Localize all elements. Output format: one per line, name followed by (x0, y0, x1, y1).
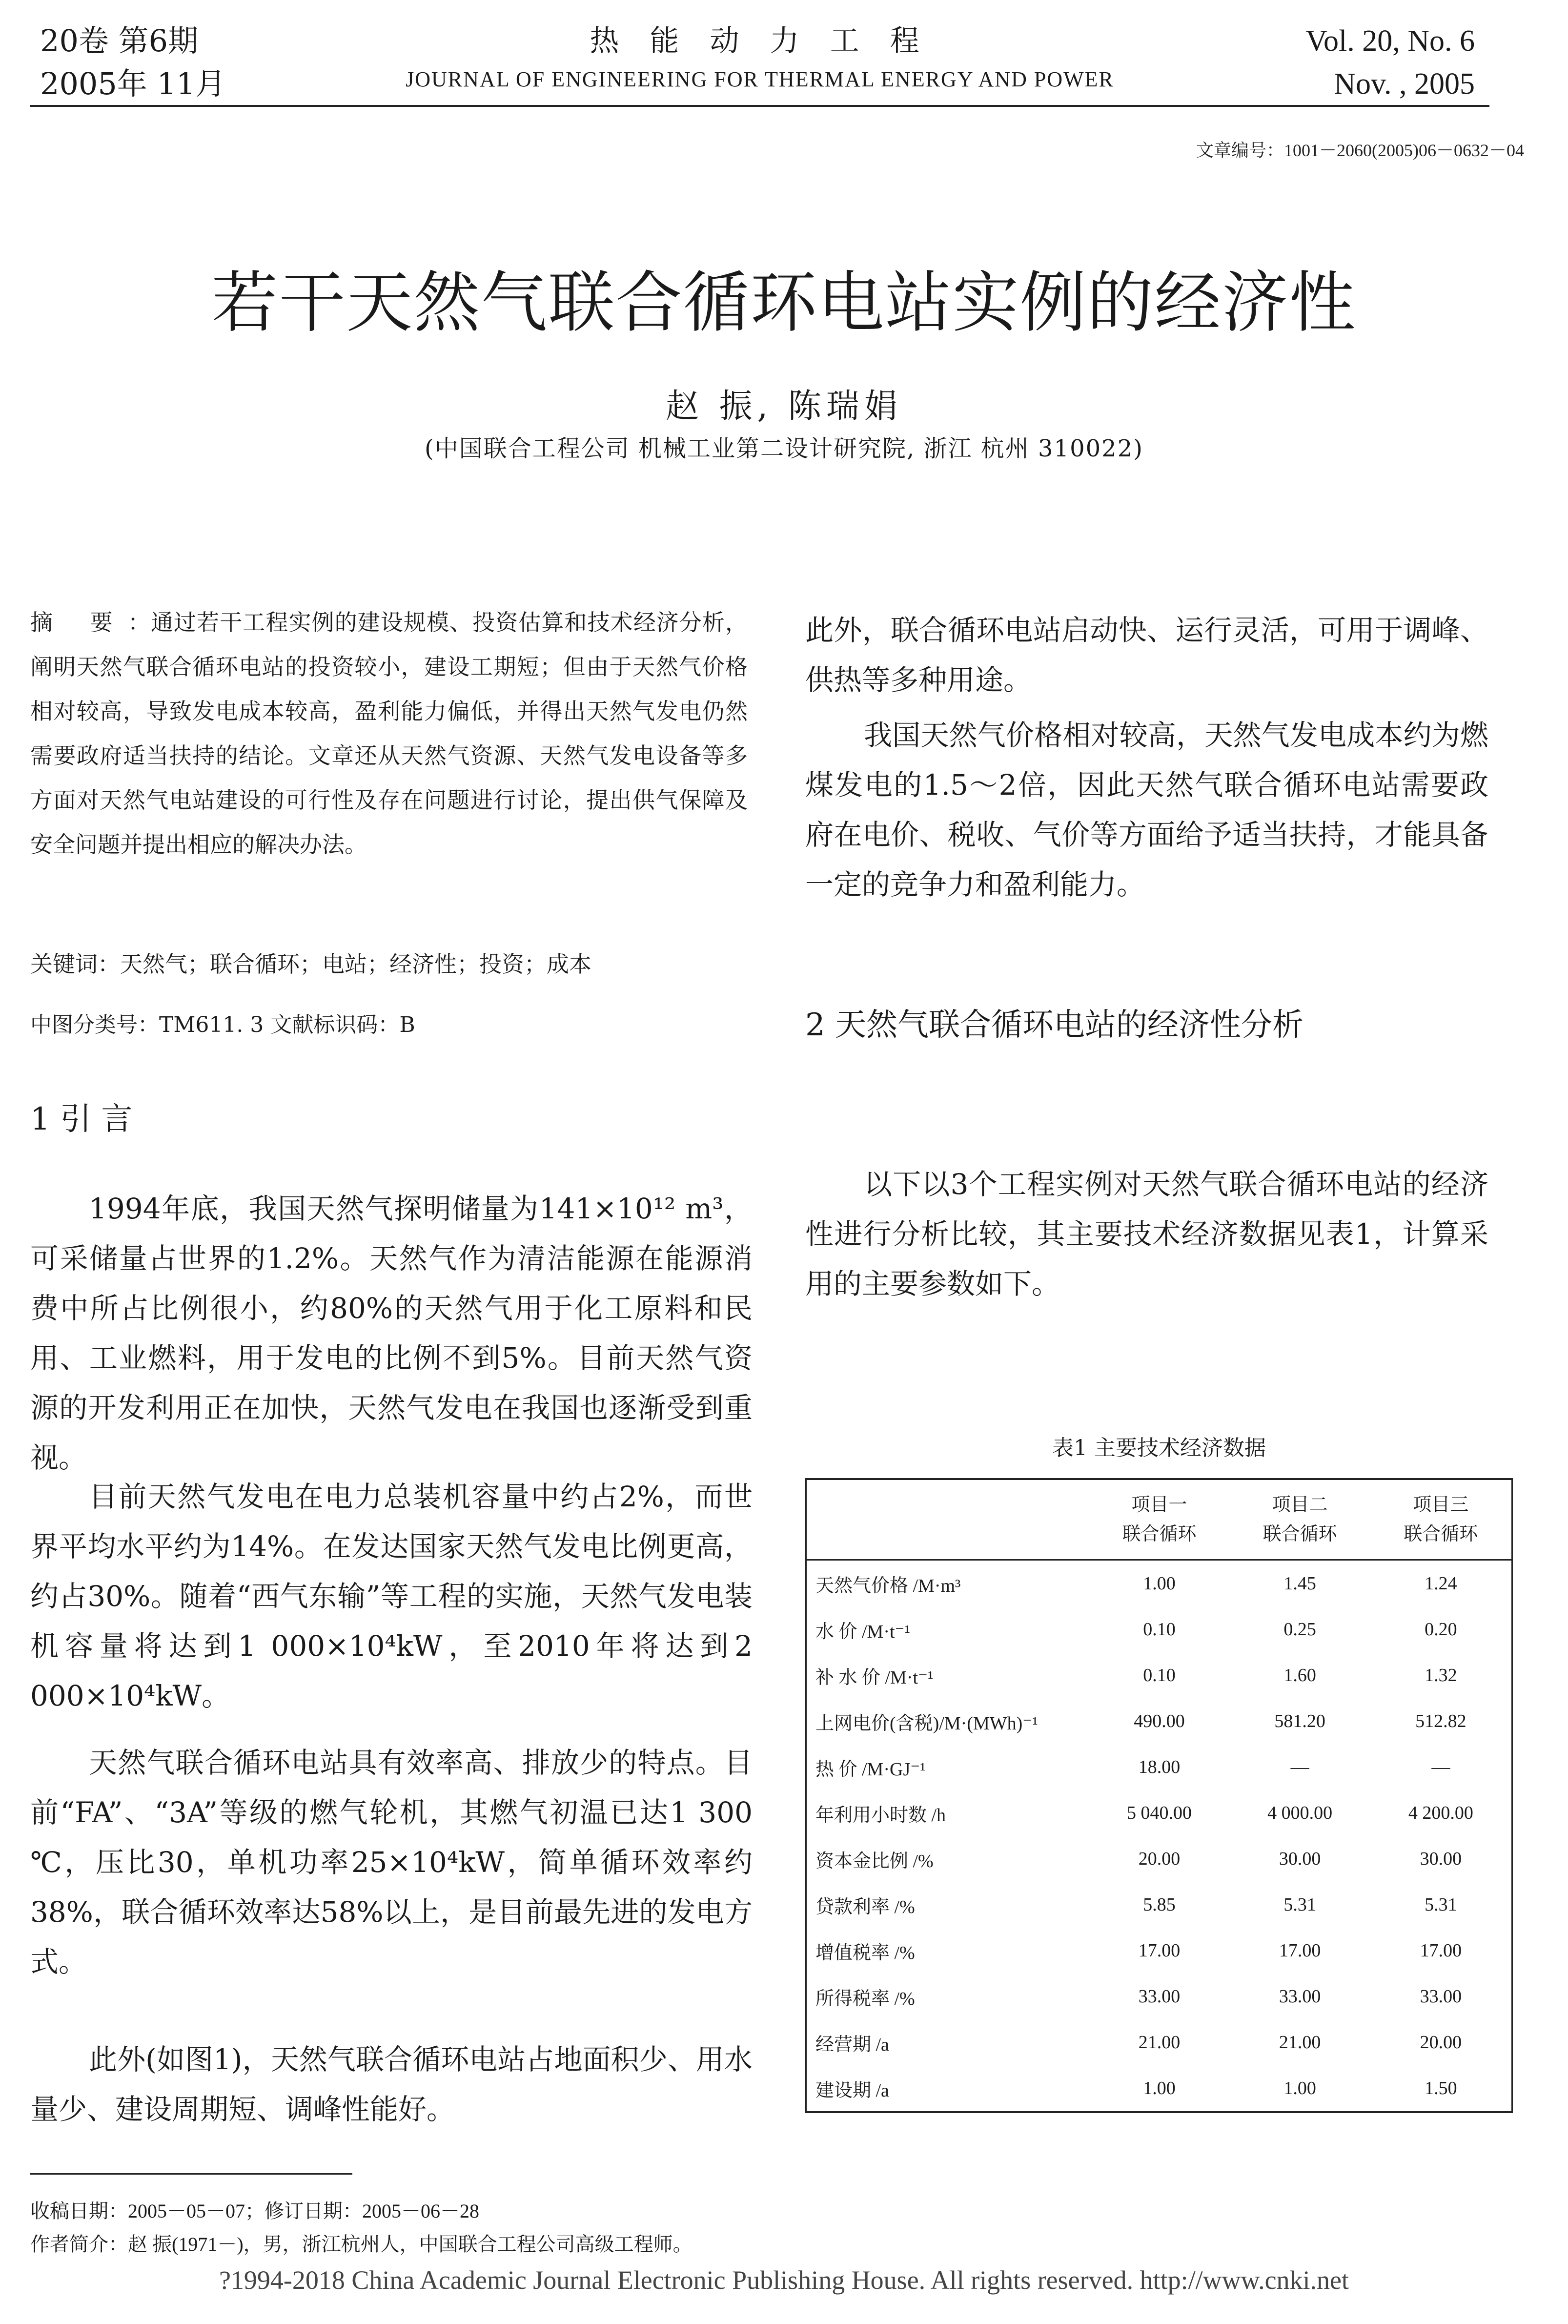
body-paragraph: 天然气联合循环电站具有效率高、排放少的特点。目前“FA”、“3A”等级的燃气轮机，其燃气初温已达1 300 ℃，压比30，单机功率25×10⁴kW，简单循环效率约38%，联合循环效率达58%以上，是目前最先进的发电方式。 (30, 1746, 753, 1978)
volume-issue-line: 20卷 第6期 (40, 23, 199, 59)
table-row (806, 1836, 1512, 1882)
body-paragraph: 此外(如图1)，天然气联合循环电站占地面积少、用水量少、建设周期短、调峰性能好。 (30, 2043, 753, 2126)
classification-code: 中图分类号：TM611. 3 文献标识码：B (30, 1012, 415, 1037)
table-cell: 1.00 (1283, 2078, 1316, 2098)
table-cell: — (1431, 1757, 1450, 1777)
table-cell: 18.00 (1138, 1757, 1181, 1777)
table-cell: 5 040.00 (1127, 1803, 1192, 1823)
table-body (806, 1560, 1512, 2113)
body-paragraph: 以下以3个工程实例对天然气联合循环电站的经济性进行分析比较，其主要技术经济数据见表1，计算采用的主要参数如下。 (805, 1168, 1488, 1300)
footnote-rule (30, 2173, 352, 2175)
table-row-label: 所得税率 /% (815, 1988, 915, 2009)
table-row-label: 补 水 价 /M·t⁻¹ (815, 1667, 934, 1688)
table-cell: 5.85 (1143, 1894, 1176, 1915)
table-row (806, 1698, 1512, 1744)
table-row-label: 贷款利率 /% (815, 1896, 915, 1917)
body-paragraph: 此外，联合循环电站启动快、运行灵活，可用于调峰、供热等多种用途。 (805, 614, 1488, 697)
table-cell: 0.10 (1143, 1665, 1176, 1686)
table-header-cell: 项目二 联合循环 (1230, 1479, 1370, 1560)
table-cell: 17.00 (1420, 1940, 1462, 1961)
table-row-label: 增值税率 /% (815, 1942, 915, 1963)
table-row (806, 2019, 1512, 2065)
table-cell: 0.25 (1283, 1619, 1316, 1640)
table-cell: 1.45 (1283, 1573, 1316, 1594)
body-paragraph: 目前天然气发电在电力总装机容量中约占2%，而世界平均水平约为14%。在发达国家天然气发电比例更高，约占30%。随着“西气东输”等工程的实施，天然气发电装机容量将达到1 000×10⁴kW，至2010年将达到2 000×10⁴kW。 (30, 1480, 753, 1712)
table-header-cell: 项目一 联合循环 (1089, 1479, 1230, 1560)
table-cell: 17.00 (1138, 1940, 1181, 1961)
volume-issue-en (1305, 20, 1475, 105)
table-cell: 4 200.00 (1408, 1803, 1473, 1823)
footnote-author-bio: 作者简介：赵 振(1971－)，男，浙江杭州人，中国联合工程公司高级工程师。 (30, 2233, 692, 2255)
table-cell: 490.00 (1134, 1711, 1185, 1731)
table-row (806, 1974, 1512, 2019)
affiliation: (中国联合工程公司 机械工业第二设计研究院, 浙江 杭州 310022) (425, 435, 1143, 462)
footnote-received-date: 收稿日期：2005－05－07；修订日期：2005－06－28 (30, 2200, 479, 2222)
abstract: 摘 要：通过若干工程实例的建设规模、投资估算和技术经济分析，阐明天然气联合循环电站的投资较小，建设工期短；但由于天然气价格相对较高，导致发电成本较高，盈利能力偏低，并得出天然气发电仍然需要政府适当扶持的结论。文章还从天然气资源、天然气发电设备等多方面对天然气电站建设的可行性及存在问题进行讨论，提出供气保障及安全问题并提出相应的解决办法。 (30, 609, 748, 858)
table-row-label: 水 价 /M·t⁻¹ (815, 1621, 911, 1642)
table-header-cell (806, 1479, 1089, 1560)
table-caption: 表1 主要技术经济数据 (1052, 1436, 1266, 1460)
table-cell: 581.20 (1274, 1711, 1325, 1731)
table-cell: — (1290, 1757, 1309, 1777)
table-cell: 20.00 (1420, 2032, 1462, 2053)
table-cell: 512.82 (1415, 1711, 1466, 1731)
journal-name-cn: 热 能 动 力 工 程 (590, 24, 930, 58)
table-cell: 30.00 (1279, 1849, 1321, 1869)
abstract-text: 通过若干工程实例的建设规模、投资估算和技术经济分析，阐明天然气联合循环电站的投资较小，建设工期短；但由于天然气价格相对较高，导致发电成本较高，盈利能力偏低，并得出天然气发电仍然需要政府适当扶持的结论。文章还从天然气资源、天然气发电设备等多方面对天然气电站建设的可行性及存在问题进行讨论，提出供气保障及安全问题并提出相应的解决办法。 (30, 609, 748, 858)
table-cell: 1.00 (1143, 2078, 1176, 2098)
keywords: 关键词：天然气；联合循环；电站；经济性；投资；成本 (30, 951, 591, 977)
table-cell: 33.00 (1279, 1986, 1321, 2007)
body-paragraph: 1994年底，我国天然气探明储量为141×10¹² m³，可采储量占世界的1.2%。天然气作为清洁能源在能源消费中所占比例很小，约80%的天然气用于化工原料和民用、工业燃料，用于发电的比例不到5%。目前天然气资源的开发利用正在加快，天然气发电在我国也逐渐受到重视。 (30, 1192, 753, 1474)
table-row-label: 经营期 /a (815, 2034, 889, 2055)
table-cell: 30.00 (1420, 1849, 1462, 1869)
table-cell: 1.60 (1283, 1665, 1316, 1686)
table-row-label: 建设期 /a (815, 2080, 889, 2101)
table-row (806, 1790, 1512, 1836)
table-header-row (806, 1479, 1512, 1560)
table-row (806, 2065, 1512, 2112)
table-cell: 20.00 (1138, 1849, 1181, 1869)
table-cell: 1.32 (1425, 1665, 1457, 1686)
table-row-label: 资本金比例 /% (815, 1851, 934, 1872)
table-cell: 4 000.00 (1267, 1803, 1333, 1823)
table-cell: 17.00 (1279, 1940, 1321, 1961)
economic-data-table (805, 1478, 1513, 2113)
table-row (806, 1606, 1512, 1652)
table-cell: 5.31 (1425, 1894, 1457, 1915)
table-cell: 5.31 (1283, 1894, 1316, 1915)
section-heading-1: 1 引 言 (30, 1101, 133, 1137)
section-heading-2: 2 天然气联合循环电站的经济性分析 (805, 1007, 1304, 1043)
running-header (30, 20, 1489, 107)
table-row (806, 1560, 1512, 1607)
table-header-cell: 项目三 联合循环 (1370, 1479, 1512, 1560)
table-cell: 1.24 (1425, 1573, 1457, 1594)
table-cell: 21.00 (1138, 2032, 1181, 2053)
copyright-line: ?1994-2018 China Academic Journal Electronic Publishing House. All rights reserved. http://www.cnki.net (219, 2265, 1349, 2295)
table-row-label: 热 价 /M·GJ⁻¹ (815, 1759, 926, 1780)
issue-date: Nov. , 2005 (1334, 67, 1475, 101)
table-cell: 33.00 (1420, 1986, 1462, 2007)
volume-number: Vol. 20, No. 6 (1305, 24, 1475, 58)
table-cell: 33.00 (1138, 1986, 1181, 2007)
table-cell: 1.50 (1425, 2078, 1457, 2098)
body-paragraph: 我国天然气价格相对较高，天然气发电成本约为燃煤发电的1.5～2倍，因此天然气联合循环电站需要政府在电价、税收、气价等方面给予适当扶持，才能具备一定的竞争力和盈利能力。 (805, 719, 1488, 901)
table-row (806, 1652, 1512, 1698)
paper-title: 若干天然气联合循环电站实例的经济性 (211, 265, 1357, 342)
table-row (806, 1744, 1512, 1790)
journal-name-en: JOURNAL OF ENGINEERING FOR THERMAL ENERGY AND POWER (406, 67, 1114, 91)
table-row (806, 1882, 1512, 1928)
table-cell: 1.00 (1143, 1573, 1176, 1594)
abstract-label: 摘 要 (30, 609, 128, 636)
table-row-label: 上网电价(含税)/M·(MWh)⁻¹ (815, 1713, 1038, 1734)
author-list: 赵 振, 陈瑞娟 (666, 387, 902, 426)
table-row (806, 1928, 1512, 1974)
article-number: 文章编号：1001－2060(2005)06－0632－04 (1196, 141, 1524, 160)
journal-name (30, 20, 1489, 97)
year-month-line: 2005年 11月 (40, 66, 226, 102)
table-row-label: 天然气价格 /M·m³ (815, 1575, 961, 1596)
table-cell: 0.10 (1143, 1619, 1176, 1640)
table-cell: 21.00 (1279, 2032, 1321, 2053)
table-row-label: 年利用小时数 /h (815, 1805, 946, 1826)
table-cell: 0.20 (1425, 1619, 1457, 1640)
